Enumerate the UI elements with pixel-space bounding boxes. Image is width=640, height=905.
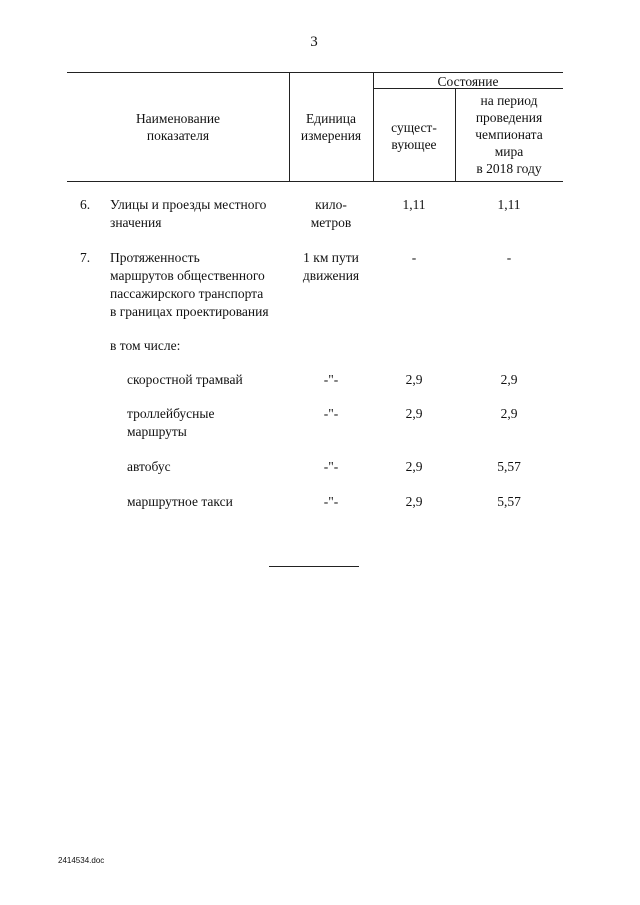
subrow-unit: -"- bbox=[323, 459, 339, 474]
subrow-name: скоростной трамвай bbox=[127, 372, 243, 387]
subrow-period-value: 5,57 bbox=[497, 494, 521, 509]
footer-file-code: 2414534.doc bbox=[58, 856, 105, 865]
subrow-unit: -"- bbox=[323, 494, 339, 509]
header-state-group: Состояние bbox=[437, 74, 499, 89]
row-existing-value: 1,11 bbox=[402, 197, 426, 212]
row-name: Протяженность маршрутов общественного пассажирского транспорта в границах проектирования bbox=[110, 250, 269, 319]
subrow-existing-value: 2,9 bbox=[405, 459, 423, 474]
row-existing-value: - bbox=[411, 250, 417, 265]
subrow-period-value: 5,57 bbox=[497, 459, 521, 474]
subrow-unit: -"- bbox=[323, 372, 339, 387]
row-period-value: - bbox=[506, 250, 512, 265]
page-number: 3 bbox=[310, 34, 318, 50]
header-existing-column: сущест- вующее bbox=[391, 120, 437, 152]
subrow-name: автобус bbox=[127, 459, 171, 474]
subrow-existing-value: 2,9 bbox=[405, 372, 423, 387]
subrow-name: маршрутное такси bbox=[127, 494, 233, 509]
subrow-period-value: 2,9 bbox=[500, 406, 518, 421]
subrow-existing-value: 2,9 bbox=[405, 494, 423, 509]
subrow-unit: -"- bbox=[323, 406, 339, 421]
subrow-existing-value: 2,9 bbox=[405, 406, 423, 421]
including-label: в том числе: bbox=[110, 338, 181, 353]
row-number: 7. bbox=[80, 250, 91, 265]
row-name: Улицы и проезды местного значения bbox=[110, 197, 267, 230]
row-unit: кило- метров bbox=[310, 197, 352, 230]
row-period-value: 1,11 bbox=[497, 197, 521, 212]
header-bottom-border bbox=[67, 181, 563, 182]
header-unit-column: Единица измерения bbox=[300, 111, 362, 143]
header-name-column: Наименование показателя bbox=[135, 111, 221, 143]
subrow-period-value: 2,9 bbox=[500, 372, 518, 387]
row-number: 6. bbox=[80, 197, 91, 212]
header-period-column: на период проведения чемпионата мира в 2018 году bbox=[475, 93, 543, 176]
end-divider bbox=[269, 566, 359, 567]
subrow-name: троллейбусные маршруты bbox=[127, 406, 215, 439]
row-unit: 1 км пути движения bbox=[302, 250, 360, 283]
